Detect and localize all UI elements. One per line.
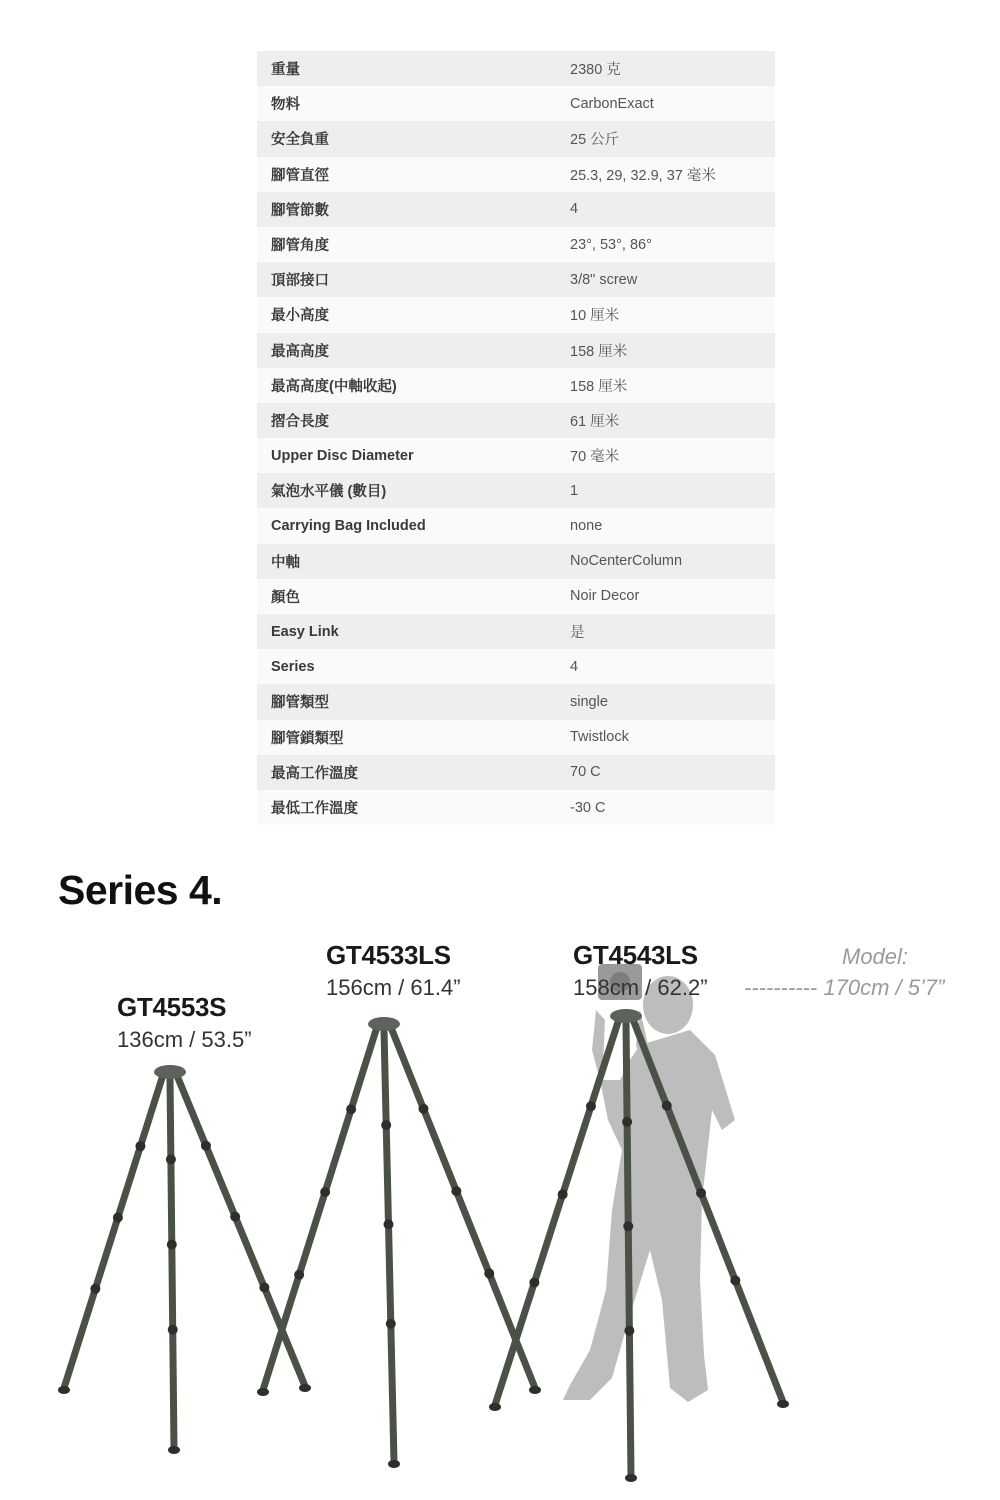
- leg-lock: [168, 1325, 178, 1335]
- spec-value: none: [570, 508, 775, 543]
- spec-label: 最高工作溫度: [257, 755, 570, 790]
- spec-value: 25 公斤: [570, 121, 775, 156]
- spec-label: 頂部接口: [257, 262, 570, 297]
- tripod-height: 156cm / 61.4”: [326, 975, 461, 1000]
- tripod-foot: [529, 1386, 541, 1394]
- leg-lock: [381, 1120, 391, 1130]
- tripod-leg: [384, 1030, 394, 1462]
- tripod-foot: [388, 1460, 400, 1468]
- leg-lock: [259, 1282, 269, 1292]
- spec-label: 腳管節數: [257, 192, 570, 227]
- leg-lock: [90, 1284, 100, 1294]
- leg-lock: [135, 1141, 145, 1151]
- leg-lock: [730, 1275, 740, 1285]
- spec-value: single: [570, 684, 775, 719]
- spec-value: 158 厘米: [570, 333, 775, 368]
- spec-value: -30 C: [570, 790, 775, 825]
- tripod-top-plate: [154, 1065, 186, 1079]
- tripod-foot: [777, 1400, 789, 1408]
- spec-value: 10 厘米: [570, 297, 775, 332]
- tripod-height: 158cm / 62.2”: [573, 975, 708, 1000]
- spec-label: 氣泡水平儀 (數目): [257, 473, 570, 508]
- spec-label: Carrying Bag Included: [257, 508, 570, 543]
- tripod-name: GT4533LS: [326, 940, 451, 970]
- tripod-gt4553s: [58, 1065, 311, 1454]
- model-height: ---------- 170cm / 5’7”: [744, 975, 945, 1000]
- spec-value: 是: [570, 614, 775, 649]
- spec-label: 腳管類型: [257, 684, 570, 719]
- spec-value: Twistlock: [570, 720, 775, 755]
- tripod-name: GT4553S: [117, 992, 227, 1022]
- tripod-label-gt4553s: [117, 992, 252, 1053]
- tripod-leg: [178, 1078, 305, 1386]
- spec-value: 2380 克: [570, 51, 775, 86]
- leg-lock: [622, 1117, 632, 1127]
- spec-value: 25.3, 29, 32.9, 37 毫米: [570, 157, 775, 192]
- leg-lock: [201, 1141, 211, 1151]
- tripod-foot: [257, 1388, 269, 1396]
- spec-value: 4: [570, 649, 775, 684]
- spec-label: 腳管鎖類型: [257, 720, 570, 755]
- leg-lock: [586, 1101, 596, 1111]
- spec-label: 腳管角度: [257, 227, 570, 262]
- tripod-foot: [168, 1446, 180, 1454]
- spec-label: 最高高度: [257, 333, 570, 368]
- tripod-foot: [58, 1386, 70, 1394]
- spec-value: 158 厘米: [570, 368, 775, 403]
- leg-lock: [529, 1277, 539, 1287]
- spec-value: NoCenterColumn: [570, 544, 775, 579]
- model-label: Model:: [842, 944, 909, 969]
- person-silhouette: [563, 976, 735, 1402]
- spec-value: 61 厘米: [570, 403, 775, 438]
- tripod-leg: [263, 1030, 376, 1390]
- spec-value: CarbonExact: [570, 86, 775, 121]
- leg-lock: [346, 1104, 356, 1114]
- spec-label: Series: [257, 649, 570, 684]
- leg-lock: [558, 1189, 568, 1199]
- spec-label: Upper Disc Diameter: [257, 438, 570, 473]
- leg-lock: [113, 1213, 123, 1223]
- series-title: Series 4.: [58, 867, 223, 913]
- tripod-label-gt4543ls: [573, 940, 708, 1001]
- spec-value: 4: [570, 192, 775, 227]
- tripod-leg: [64, 1078, 162, 1388]
- tripod-name: GT4543LS: [573, 940, 698, 970]
- leg-lock: [166, 1154, 176, 1164]
- leg-lock: [386, 1319, 396, 1329]
- tripod-label-gt4533ls: [326, 940, 461, 1001]
- tripod-leg: [626, 1022, 631, 1476]
- tripod-height: 136cm / 53.5”: [117, 1027, 252, 1052]
- leg-lock: [384, 1219, 394, 1229]
- spec-value: 23°, 53°, 86°: [570, 227, 775, 262]
- leg-lock: [418, 1104, 428, 1114]
- leg-lock: [624, 1326, 634, 1336]
- spec-value: 70 C: [570, 755, 775, 790]
- spec-label: 中軸: [257, 544, 570, 579]
- leg-lock: [451, 1186, 461, 1196]
- spec-label: 最低工作溫度: [257, 790, 570, 825]
- spec-label: 最小高度: [257, 297, 570, 332]
- spec-value: 70 毫米: [570, 438, 775, 473]
- leg-lock: [167, 1240, 177, 1250]
- tripod-top-plate: [610, 1009, 642, 1023]
- leg-lock: [320, 1187, 330, 1197]
- tripod-top-plate: [368, 1017, 400, 1031]
- spec-label: 物料: [257, 86, 570, 121]
- spec-label: 最高高度(中軸收起): [257, 368, 570, 403]
- spec-label: 摺合長度: [257, 403, 570, 438]
- spec-label: Easy Link: [257, 614, 570, 649]
- spec-label: 安全負重: [257, 121, 570, 156]
- spec-label: 腳管直徑: [257, 157, 570, 192]
- spec-value: 1: [570, 473, 775, 508]
- tripod-leg: [170, 1078, 174, 1448]
- tripod-foot: [625, 1474, 637, 1482]
- spec-value: Noir Decor: [570, 579, 775, 614]
- leg-lock: [623, 1221, 633, 1231]
- leg-lock: [662, 1101, 672, 1111]
- tripod-foot: [489, 1403, 501, 1411]
- leg-lock: [696, 1188, 706, 1198]
- tripod-foot: [299, 1384, 311, 1392]
- tripod-leg: [392, 1030, 535, 1388]
- spec-value: 3/8" screw: [570, 262, 775, 297]
- leg-lock: [484, 1268, 494, 1278]
- spec-label: 重量: [257, 51, 570, 86]
- spec-label: 顏色: [257, 579, 570, 614]
- leg-lock: [230, 1212, 240, 1222]
- leg-lock: [294, 1270, 304, 1280]
